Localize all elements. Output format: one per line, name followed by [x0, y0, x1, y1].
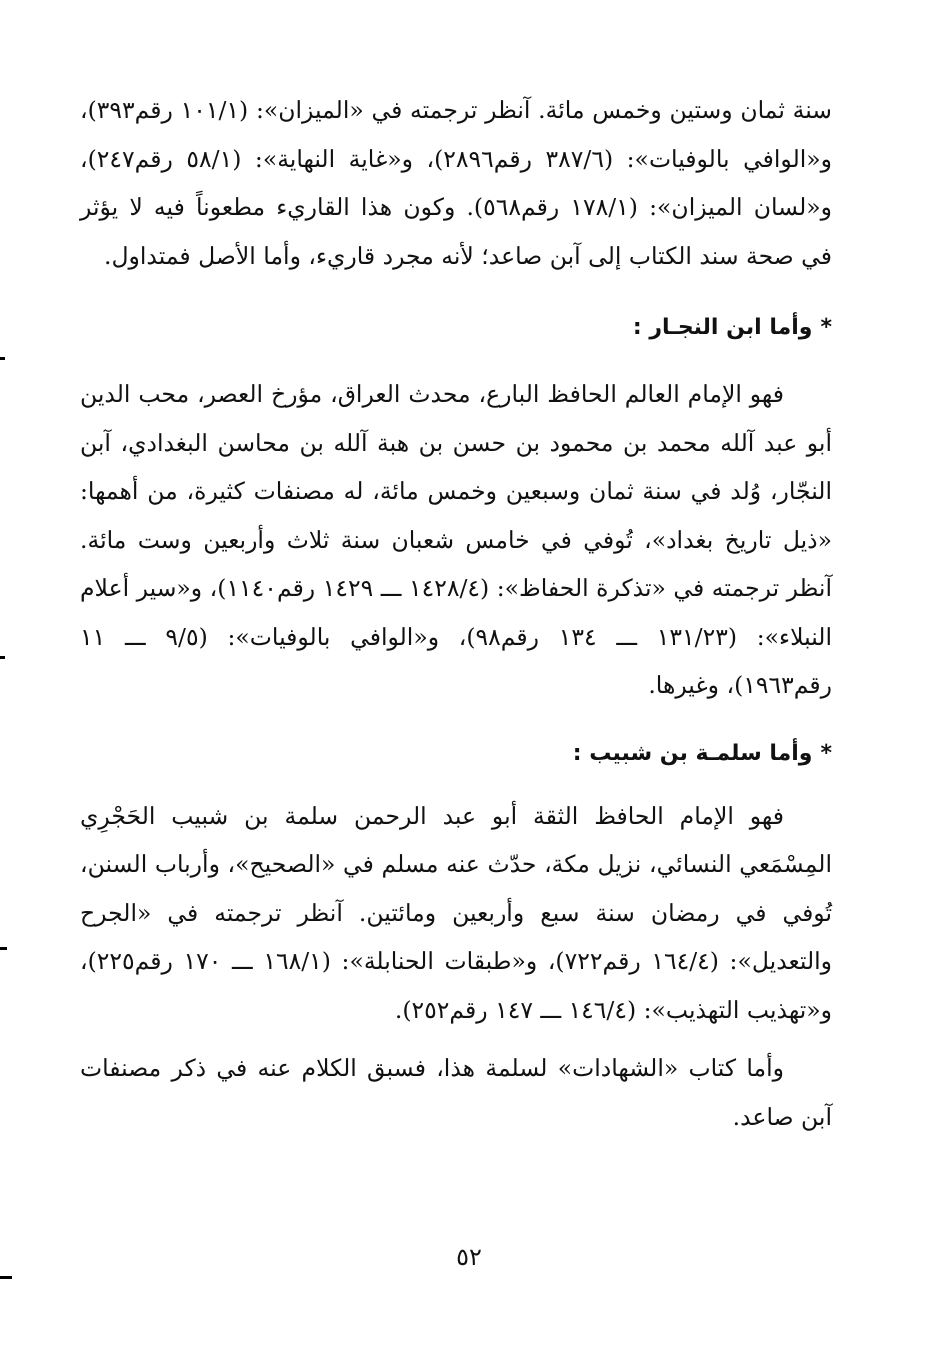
paragraph-salama: فهو الإمام الحافظ الثقة أبو عبد الرحمن سلمة بن شبيب الحَجْرِي المِسْمَعي النسائي، نزيل مكة، حدّث عنه مسلم في «الصحيح»، وأرباب السنن، تُوفي في رمضان سنة سبع وأربعين ومائتين. آنظر ترجمته في «الجرح والتعديل»: (١٦٤/٤ رقم٧٢٢)، و«طبقات الحنابلة»: (١٦٨/١ ـــ ١٧٠ رقم٢٢٥)، و«تهذيب التهذيب»: (١٤٦/٤ ـــ ١٤٧ رقم٢٥٢). — [80, 801, 832, 1024]
page-body — [80, 86, 832, 1141]
scan-edge-mark — [0, 656, 5, 659]
paragraph-ibn-najjar: فهو الإمام العالم الحافظ البارع، محدث العراق، مؤرخ العصر، محب الدين أبو عبد آلله محمد بن محمود بن حسن بن هبة آلله بن محاسن البغدادي، آبن النجّار، وُلد في سنة ثمان وسبعين وخمس مائة، له مصنفات كثيرة، من أهمها: «ذيل تاريخ بغداد»، تُوفي في خامس شعبان سنة ثلاث وأربعين وست مائة. آنظر ترجمته في «تذكرة الحفاظ»: (١٤٢٨/٤ ـــ ١٤٢٩ رقم١١٤٠)، و«سير أعلام النبلاء»: (١٣١/٢٣ ـــ ١٣٤ رقم٩٨)، و«الوافي بالوفيات»: (٩/٥ ـــ ١١ رقم١٩٦٣)، وغيرها. — [80, 380, 832, 699]
scan-edge-mark — [0, 947, 7, 950]
paragraph-shahadat: وأما كتاب «الشهادات» لسلمة هذا، فسبق الكلام عنه في ذكر مصنفات آبن صاعد. — [80, 1054, 832, 1131]
paragraph-intro: سنة ثمان وستين وخمس مائة. آنظر ترجمته في «الميزان»: (١٠١/١ رقم٣٩٣)، و«الوافي بالوفيات»: (٣٨٧/٦ رقم٢٨٩٦)، و«غاية النهاية»: (٥٨/١ رقم٢٤٧)، و«لسان الميزان»: (١٧٨/١ رقم٥٦٨). وكون هذا القاريء مطعوناً فيه لا يؤثر في صحة سند الكتاب إلى آبن صاعد؛ لأنه مجرد قاريء، وأما الأصل فمتداول. — [80, 96, 832, 270]
section-heading-salama — [80, 730, 832, 778]
heading-bullet: * — [820, 315, 832, 340]
section-heading-ibn-najjar — [80, 304, 832, 352]
page-number: ٥٢ — [456, 1243, 482, 1271]
heading-text: وأما ابن النجـار : — [632, 315, 813, 340]
heading-text: وأما سلمـة بن شبيب : — [572, 740, 813, 766]
heading-bullet: * — [820, 740, 832, 766]
scan-edge-mark — [0, 1276, 12, 1279]
scan-edge-mark — [0, 357, 5, 360]
